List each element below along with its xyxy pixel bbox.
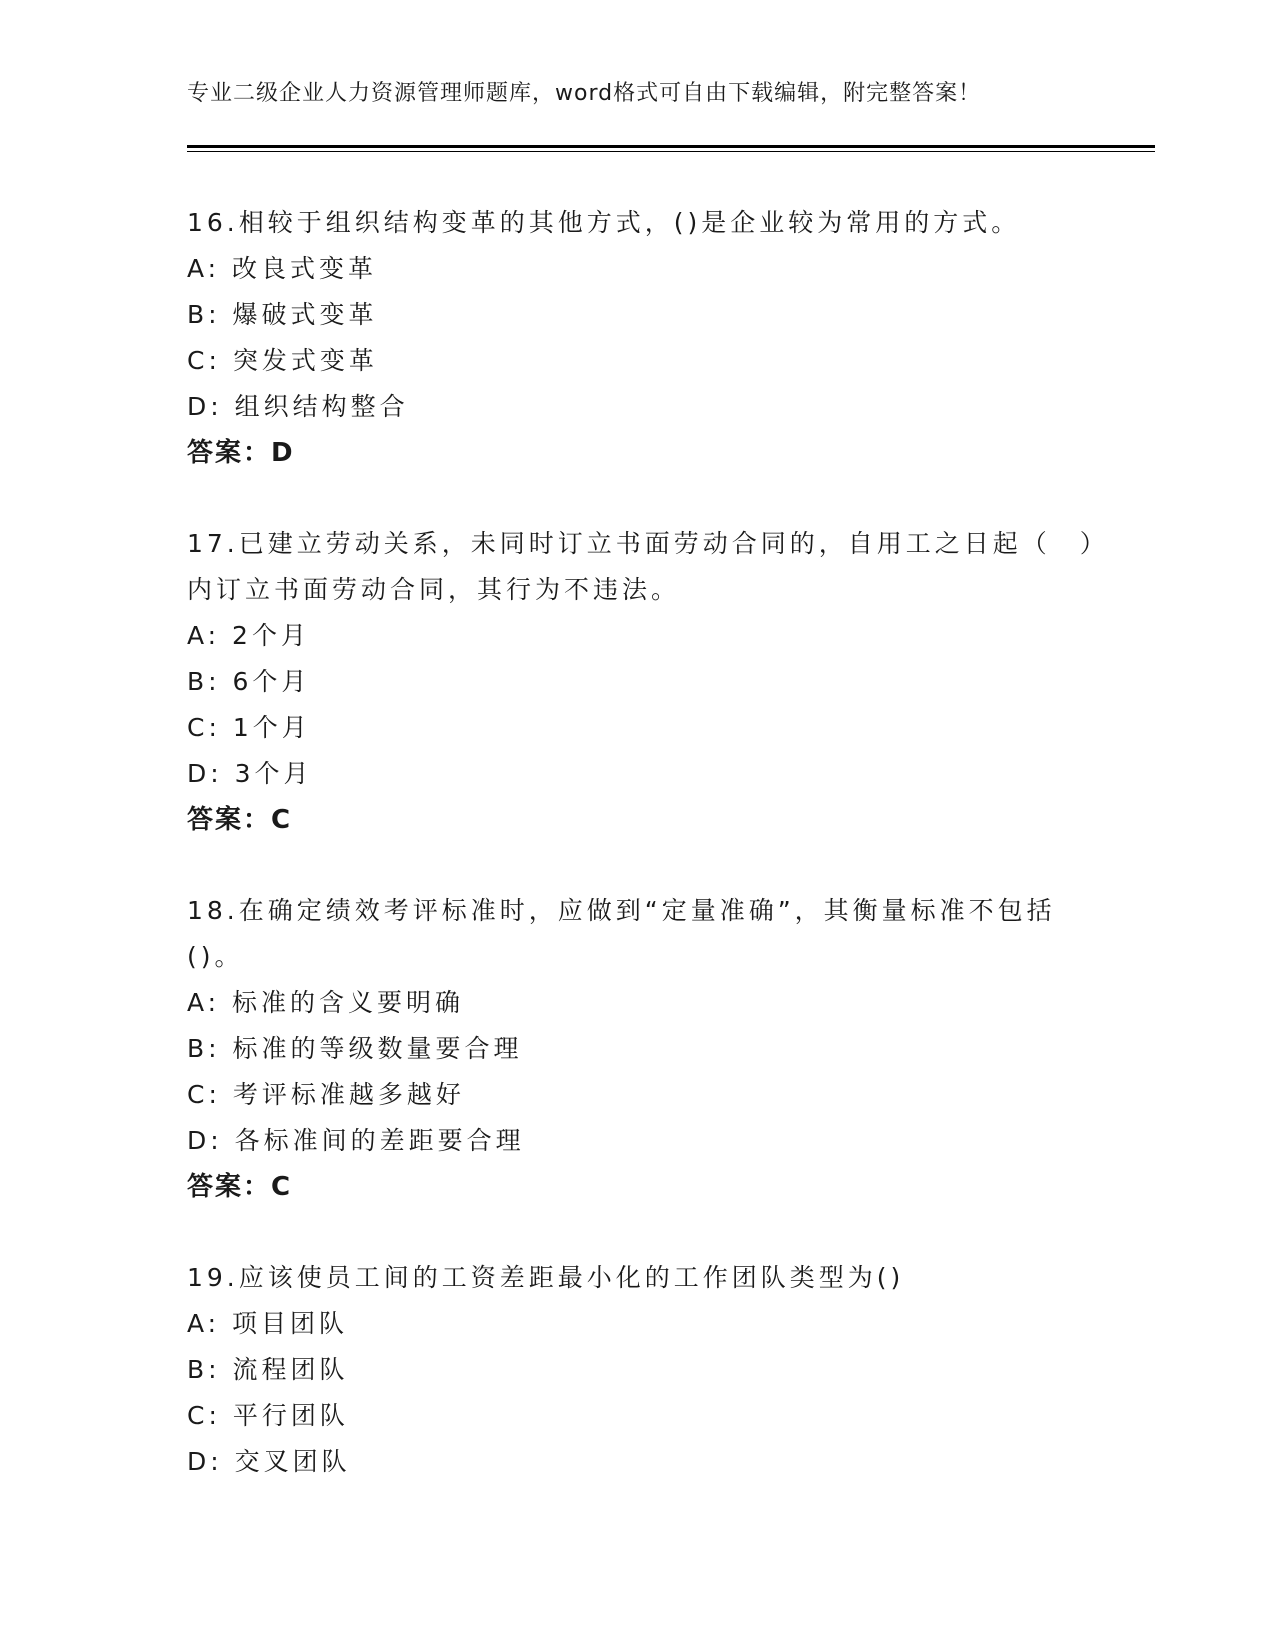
option-a: A: 项目团队 xyxy=(187,1309,349,1338)
option-b: B: 流程团队 xyxy=(187,1355,349,1384)
answer-text: 答案：D xyxy=(187,438,295,468)
question-stem: 16.相较于组织结构变革的其他方式，()是企业较为常用的方式。 xyxy=(187,208,1021,237)
option-d: D: 3个月 xyxy=(187,759,313,788)
option-b: B: 6个月 xyxy=(187,667,311,696)
header-text: 专业二级企业人力资源管理师题库，word格式可自由下载编辑，附完整答案！ xyxy=(187,81,982,106)
option-a: A: 2个月 xyxy=(187,621,310,650)
header-rule xyxy=(187,145,1155,148)
question-18 xyxy=(187,888,1107,1210)
option-a: A: 改良式变革 xyxy=(187,254,378,283)
option-c: C: 突发式变革 xyxy=(187,346,378,375)
option-b: B: 标准的等级数量要合理 xyxy=(187,1034,523,1063)
option-a: A: 标准的含义要明确 xyxy=(187,988,465,1017)
option-d: D: 交叉团队 xyxy=(187,1447,351,1476)
question-stem: 17.已建立劳动关系，未同时订立书面劳动合同的，自用工之日起（ ）内订立书面劳动合同，其行为不违法。 xyxy=(187,529,1097,604)
question-16 xyxy=(187,200,1107,476)
option-c: C: 1个月 xyxy=(187,713,311,742)
question-19 xyxy=(187,1255,1107,1485)
answer-text: 答案：C xyxy=(187,1172,293,1202)
question-list xyxy=(187,200,1107,1530)
option-c: C: 平行团队 xyxy=(187,1401,349,1430)
option-d: D: 各标准间的差距要合理 xyxy=(187,1126,525,1155)
question-stem: 18.在确定绩效考评标准时，应做到“定量准确”，其衡量标准不包括()。 xyxy=(187,896,1056,971)
header-rule-thin xyxy=(187,151,1155,152)
question-stem: 19.应该使员工间的工资差距最小化的工作团队类型为() xyxy=(187,1263,905,1292)
option-b: B: 爆破式变革 xyxy=(187,300,378,329)
option-d: D: 组织结构整合 xyxy=(187,392,409,421)
answer-text: 答案：C xyxy=(187,805,293,835)
question-17 xyxy=(187,521,1107,843)
option-c: C: 考评标准越多越好 xyxy=(187,1080,465,1109)
